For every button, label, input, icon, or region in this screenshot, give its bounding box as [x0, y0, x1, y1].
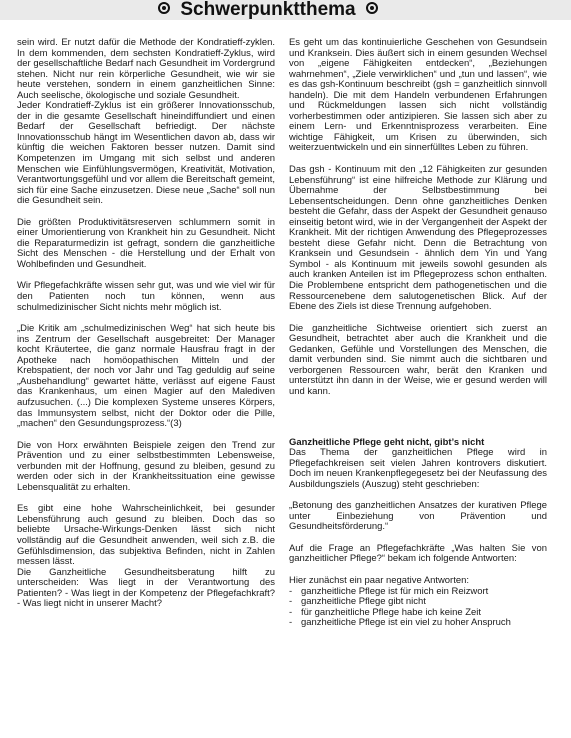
paragraph: Wir Pflegefachkräfte wissen sehr gut, was und wie viel wir für den Patienten noch tun können, wenn aus schulmedizinischer Sicht nichts mehr möglich ist. — [17, 280, 275, 313]
answer-list — [289, 587, 547, 629]
paragraph: sein wird. Er nutzt dafür die Methode der Kondratieff-zyklen. In dem kommenden, dem sechsten Kondratieff-Zyklus, wird der gesellschaftliche Bedarf nach Gesundheit im Vordergrund stehen. Nicht nur rein körperliche Gesundheit, wie wir sie heute verstehen, sondern in einem ganzheitlichen Sinne: Auch seelische, ökologische und soziale Gesundheit. — [17, 37, 275, 101]
paragraph: Die von Horx erwähnten Beispiele zeigen den Trend zur Prävention und zu einer selbstbestimmten Lebensweise, verbunden mit der Hoffnung, gesund zu bleiben, gesund zu werden oder sich in der Krankheitssituation eine gewisse Lebensqualität zu erhalten. — [17, 439, 275, 493]
paragraph: Die ganzheitliche Sichtweise orientiert sich zuerst an Gesundheit, betrachtet aber auch die Krankheit und die Gedanken, Gefühle und Vorstellungen des Menschen, die damit verbunden sind. Sie nimmt auch die sichtbaren und verborgenen Ressourcen wahr, berät den Kranken und unterstützt ihn dann in der Weise, wie er gesund werden will und kann. — [289, 322, 547, 397]
paragraph: Das gsh - Kontinuum mit den „12 Fähigkeiten zur gesunden Lebensführung“ ist eine hilfreiche Methode zur Klärung und Übernahme der Selbstbestimmung bei Lebensentscheidungen. Denn ohne ganzheitliches Denken besteht die Gefahr, dass der Aspekt der Gesundheit genauso einseitig betont wird, wie in der Vergangenheit der Aspekt der Krankheit. Mit der richtigen Anwendung des Pflegeprozesses besteht diese Gefahr nicht. Denn die Betrachtung von Kranksein und Gesundsein - ähnlich dem Yin und Yang Symbol - als Kontinuum mit jeweils sowohl gesunden als auch kranken Anteilen ist im Pflegeprozess schon enthalten. Die Problembene entspricht dem pathogenetischen und die Ressourcenebene dem salutogenetischen Blick. Auf der Ebene des Ziels ist diese Trennung aufgehoben. — [289, 164, 547, 313]
paragraph: Es gibt eine hohe Wahrscheinlichkeit, bei gesunder Lebensführung auch gesund zu bleiben. Doch das so beliebte Ursache-Wirkungs-Denken lässt sich nicht vollständig auf die Gesundheit anwenden, weil sich z.B. die Gefühlsdimension, das subjektiva Befinden, nicht in Zahlen messen lässt. — [17, 503, 275, 568]
list-item: - ganzheitliche Pflege ist ein viel zu hoher Anspruch — [289, 618, 547, 629]
paragraph: Es geht um das kontinuierliche Geschehen von Gesundsein und Kranksein. Dies äußert sich in einem gesunden Wechsel von „eigene Fähigkeiten entdecken“, „Beziehungen wahrnehmen“, „Ziele verwirklichen“ und „tun und lassen“, wie es das gsh-Kontinuum beschreibt (gsh = ganzheitlich sinnvoll handeln). Die mit dem Handeln verbundenen Erfahrungen und Rückmeldungen lassen sich nicht vollständig vorherbestimmen oder antizipieren. Sie lassen sich aber zu einem Lern- und Erkenntnisprozess verarbeiten. Eine wichtige Fähigkeit, um Krisen zu überwinden, sich weiterzuentwickeln und ein sinnerfülltes Leben zu führen. — [289, 37, 547, 154]
list-intro: Hier zunächst ein paar negative Antworten: — [289, 574, 469, 586]
paragraph: Die größten Produktivitätsreserven schlummern somit in einer Umorientierung von Krankheit hin zu Gesundheit. Nicht die Reparaturmedizin ist gefragt, sondern die ganzheitliche Sicht des Menschen - die Herstellung und der Erhalt von Wohlbefinden und Gesundheit. — [17, 216, 275, 270]
paragraph: Auf die Frage an Pflegefachkräfte „Was halten Sie von ganzheitlicher Pflege?“ bekam ich folgende Antworten: — [289, 542, 547, 565]
right-column — [289, 38, 547, 629]
header-title-group — [128, 0, 408, 20]
quote-paragraph: „Die Kritik am „schulmedizinischen Weg“ hat sich heute bis ins Zentrum der Gesellschaft ausgebreitet: Der Manager kocht Kräutertee, die ganz normale Hausfrau fragt in der Apotheke nach homöopathischen Mitteln und der Krebspatient, der noch vor Jahr und Tag geduldig auf seine „Ausbehandlung“ gewartet hätte, verlässt auf eigene Faust das Krankenhaus, um einen Magier auf den Malediven aufzusuchen. (...) Die komplexen Systeme unseres Körpers, das Immunsystem selbst, nicht der Doktor oder die Pille, „machen“ den Gesundungsprozess.“(3) — [17, 323, 275, 430]
header-bar — [0, 0, 571, 20]
paragraph: Das Thema der ganzheitlichen Pflege wird in Pflegefachkreisen seit vielen Jahren kontrovers diskutiert. Doch im neuen Krankenpflegegesetz bei der Neufassung des Ausbildungsziels (Auszug) steht geschrieben: — [289, 447, 547, 490]
list-item: - ganzheitliche Pflege gibt nicht — [289, 597, 547, 608]
target-bullet-icon — [366, 2, 378, 14]
left-column — [17, 38, 275, 610]
paragraph: Die Ganzheitliche Gesundheitsberatung hilft zu unterscheiden: Was liegt in der Verantwortung des Patienten? - Was liegt in der Kompetenz der Pflegefachkraft? - Was liegt nicht in unserer Macht? — [17, 566, 275, 610]
section-heading: Ganzheitliche Pflege geht nicht, gibt’s nicht — [289, 436, 485, 448]
list-item: - für ganzheitliche Pflege habe ich keine Zeit — [289, 608, 547, 619]
target-bullet-icon — [158, 2, 170, 14]
list-item: - ganzheitliche Pflege ist für mich ein Reizwort — [289, 587, 547, 598]
paragraph: „Betonung des ganzheitlichen Ansatzes der kurativen Pflege unter Einbeziehung von Prävention und Gesundheitsförderung.“ — [289, 500, 547, 533]
section-title: Schwerpunktthema — [180, 0, 356, 20]
paragraph: Jeder Kondratieff-Zyklus ist ein größerer Innovationsschub, der in die gesamte Gesellschaft hineindiffundiert und einen Bedarf der Gesellschaft befriedigt. Der nächste Innovationsschub hängt im Wesentlichen davon ab, dass wir künftig die weichen Faktoren besser nutzen. Damit sind Kompetenzen im Umgang mit sich selbst und anderen Menschen wie Einfühlungsvermögen, Kreativität, Motivation, Verantwortungsgefühl und vor allem die Bereitschaft gemeint, sich für eine Sache einzusetzen. Diese neue „Sache“ soll nun die Gesundheit sein. — [17, 100, 275, 207]
